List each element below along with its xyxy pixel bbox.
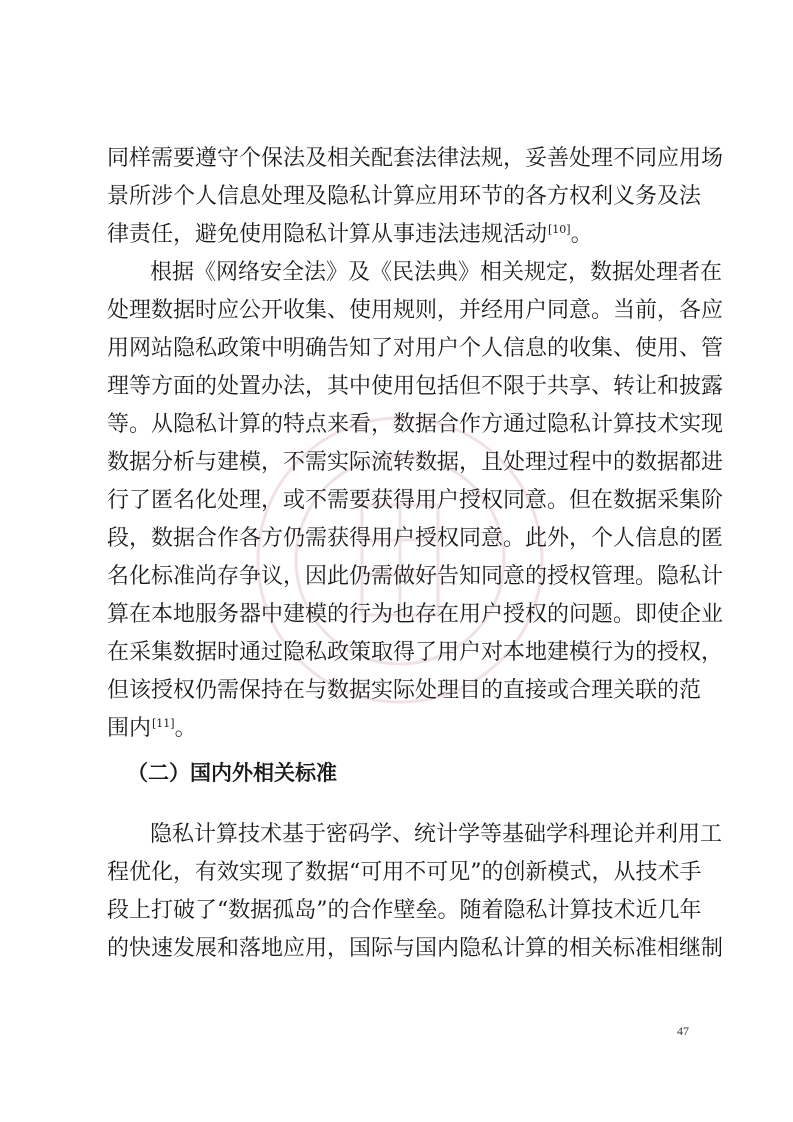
page-number: 47 (677, 1024, 689, 1038)
text-line: 在采集数据时通过隐私政策取得了用户对本地建模行为的授权， (107, 640, 724, 665)
section-heading: （二）国内外相关标准 (127, 761, 337, 785)
text-line (107, 218, 693, 252)
text-line: 段上打破了“数据孤岛”的合作壁垒。随着隐私计算技术近几年 (107, 898, 702, 923)
sentence-end: 。 (570, 222, 593, 247)
text-line: 行了匿名化处理，或不需要获得用户授权同意。但在数据采集阶 (107, 488, 724, 513)
sentence-end: 。 (174, 716, 197, 741)
text-line: 根据《网络安全法》及《民法典》相关规定，数据处理者在 (150, 260, 723, 285)
text-line: 用网站隐私政策中明确告知了对用户个人信息的收集、使用、管 (107, 336, 724, 361)
text-line: 处理数据时应公开收集、使用规则，并经用户同意。当前，各应 (107, 298, 724, 323)
text-line (107, 712, 693, 746)
text-line-content: 围内 (107, 716, 152, 741)
text-line: 同样需要遵守个保法及相关配套法律法规，妥善处理不同应用场 (107, 146, 724, 171)
text-line: 隐私计算技术基于密码学、统计学等基础学科理论并利用工 (150, 822, 723, 847)
citation-ref[interactable]: [11] (152, 716, 175, 730)
text-line-content: 律责任，避免使用隐私计算从事违法违规活动 (107, 222, 548, 247)
text-line: 名化标准尚存争议，因此仍需做好告知同意的授权管理。隐私计 (107, 564, 724, 589)
text-line: 理等方面的处置办法，其中使用包括但不限于共享、转让和披露 (107, 374, 724, 399)
text-line: 的快速发展和落地应用，国际与国内隐私计算的相关标准相继制 (107, 936, 724, 961)
text-line: 景所涉个人信息处理及隐私计算应用环节的各方权利义务及法 (107, 184, 702, 209)
text-line: 数据分析与建模，不需实际流转数据，且处理过程中的数据都进 (107, 450, 724, 475)
text-line: 程优化，有效实现了数据“可用不可见”的创新模式，从技术手 (107, 860, 702, 885)
citation-ref[interactable]: [10] (548, 222, 571, 236)
text-line: 段，数据合作各方仍需获得用户授权同意。此外，个人信息的匿 (107, 526, 724, 551)
text-line: 等。从隐私计算的特点来看，数据合作方通过隐私计算技术实现 (107, 412, 724, 437)
text-line: 但该授权仍需保持在与数据实际处理目的直接或合理关联的范 (107, 678, 702, 703)
text-line: 算在本地服务器中建模的行为也存在用户授权的问题。即使企业 (107, 602, 724, 627)
